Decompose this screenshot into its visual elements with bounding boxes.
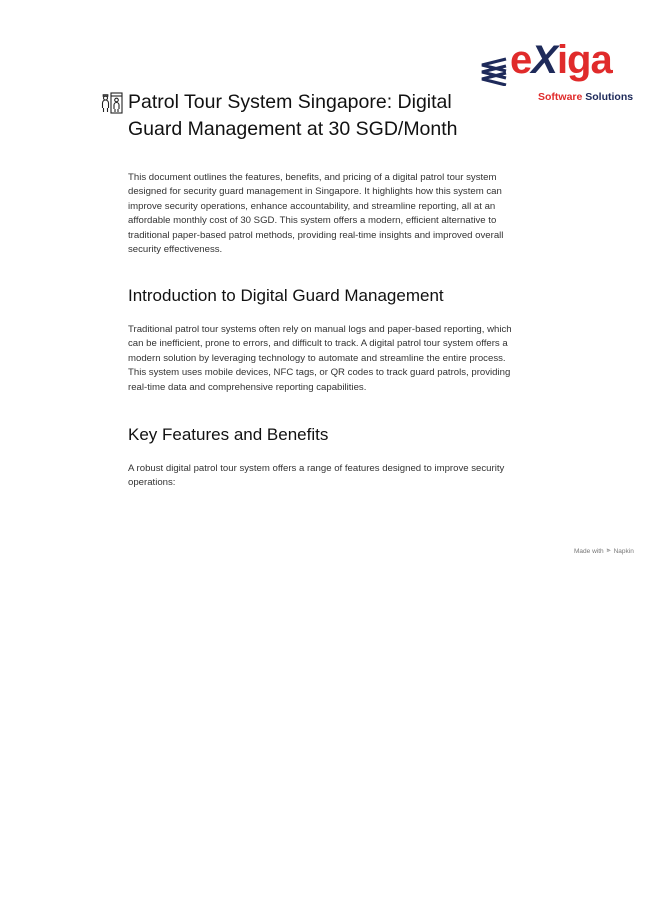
- napkin-brand-label: Napkin: [613, 547, 634, 555]
- napkin-logo-icon: ⫸: [606, 547, 611, 554]
- section-body-introduction: Traditional patrol tour systems often rely on manual logs and paper-based reporting, which can be inefficient, prone to errors, and difficult to track. A digital patrol tour system offers a modern solution by leveraging technology to automate and streamline the entire process. This system uses mobile devices, NFC tags, or QR codes to track guard patrols, providing real-time data and comprehensive reporting capabilities.: [128, 324, 512, 393]
- section-heading-introduction: Introduction to Digital Guard Management: [128, 286, 444, 305]
- logo-wordmark: [510, 40, 612, 80]
- security-guard-icon: [100, 91, 124, 115]
- logo-word-x: X: [531, 38, 557, 82]
- made-with-label: Made with: [574, 547, 604, 555]
- intro-paragraph: This document outlines the features, benefits, and pricing of a digital patrol tour system designed for security guard management in Singapore. It highlights how this system can improve security operations, enhance accountability, and streamline reporting, all at an affordable monthly cost of 30 SGD. This system offers a modern, efficient alternative to traditional paper-based patrol methods, providing real-time insights and improved overall security effectiveness.: [128, 172, 504, 256]
- exiga-logo: [476, 38, 642, 106]
- logo-tagline: [538, 91, 633, 103]
- logo-word-e: e: [510, 38, 532, 82]
- section-body-key-features: A robust digital patrol tour system offers a range of features designed to improve security operations:: [128, 463, 505, 489]
- logo-word-iga: iga: [556, 38, 612, 82]
- page-title: Patrol Tour System Singapore: Digital Guard Management at 30 SGD/Month: [128, 91, 458, 140]
- logo-tagline-solutions: Solutions: [585, 91, 634, 103]
- logo-tagline-software: Software: [538, 91, 583, 103]
- section-heading-key-features: Key Features and Benefits: [128, 425, 329, 444]
- made-with-napkin-badge[interactable]: [574, 547, 634, 555]
- stacked-layers-icon: [476, 56, 510, 86]
